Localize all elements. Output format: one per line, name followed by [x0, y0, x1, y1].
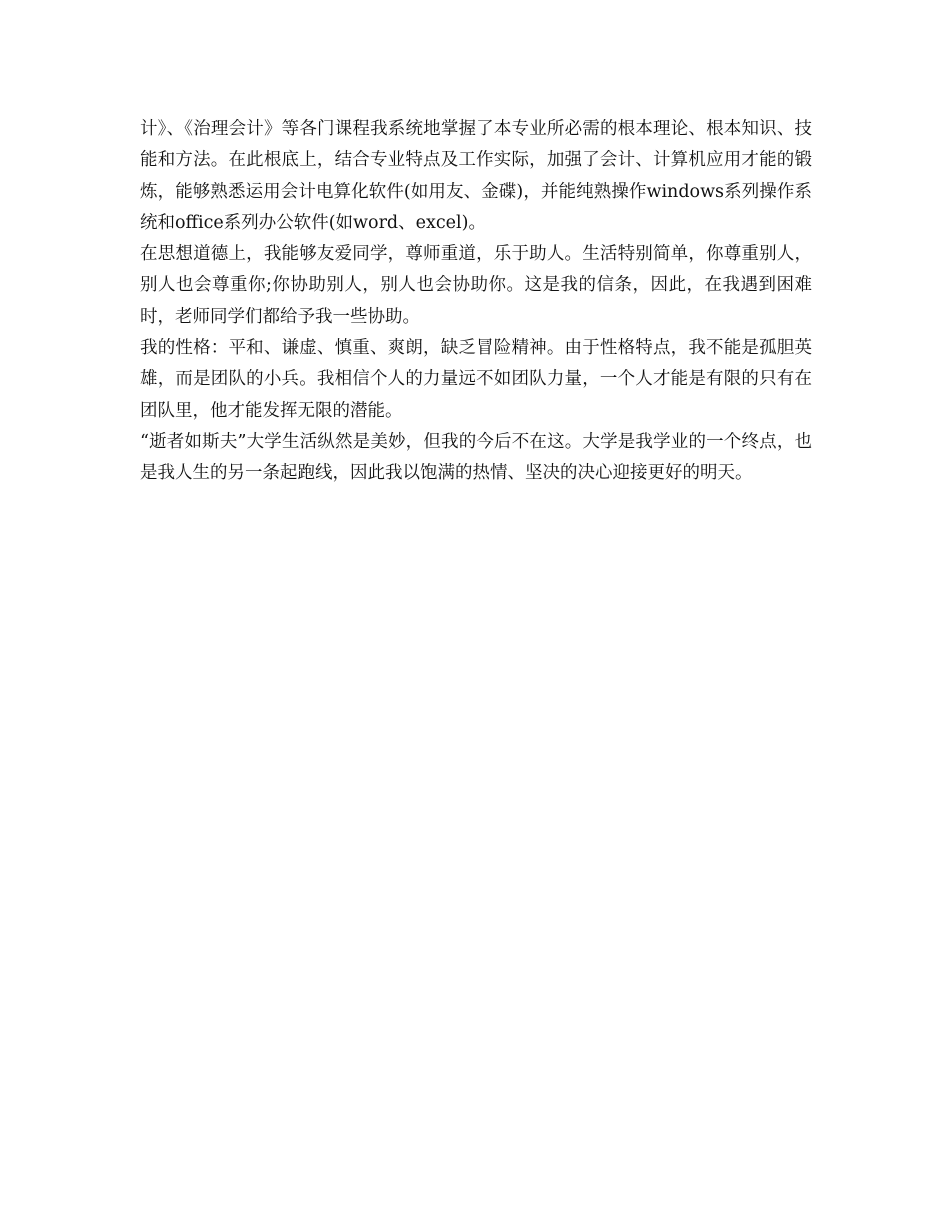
document-body	[140, 114, 812, 490]
paragraph-conclusion: “逝者如斯夫”大学生活纵然是美妙，但我的今后不在这。大学是我学业的一个终点，也是我人生的另一条起跑线，因此我以饱满的热情、坚决的决心迎接更好的明天。	[140, 431, 812, 484]
paragraph-personality: 我的性格：平和、谦虚、慎重、爽朗，缺乏冒险精神。由于性格特点，我不能是孤胆英雄，而是团队的小兵。我相信个人的力量远不如团队力量，一个人才能是有限的只有在团队里，他才能发挥无限的潜能。	[140, 338, 812, 421]
paragraph-courses-skills: 计》、《治理会计》等各门课程我系统地掌握了本专业所必需的根本理论、根本知识、技能和方法。在此根底上，结合专业特点及工作实际，加强了会计、计算机应用才能的锻炼，能够熟悉运用会计电算化软件(如用友、金碟)，并能纯熟操作windows系列操作系统和office系列办公软件(如word、excel)。	[140, 119, 812, 233]
paragraph-moral-character: 在思想道德上，我能够友爱同学，尊师重道，乐于助人。生活特别简单，你尊重别人，别人也会尊重你;你协助别人，别人也会协助你。这是我的信条，因此，在我遇到困难时，老师同学们都给予我一些协助。	[140, 244, 812, 327]
